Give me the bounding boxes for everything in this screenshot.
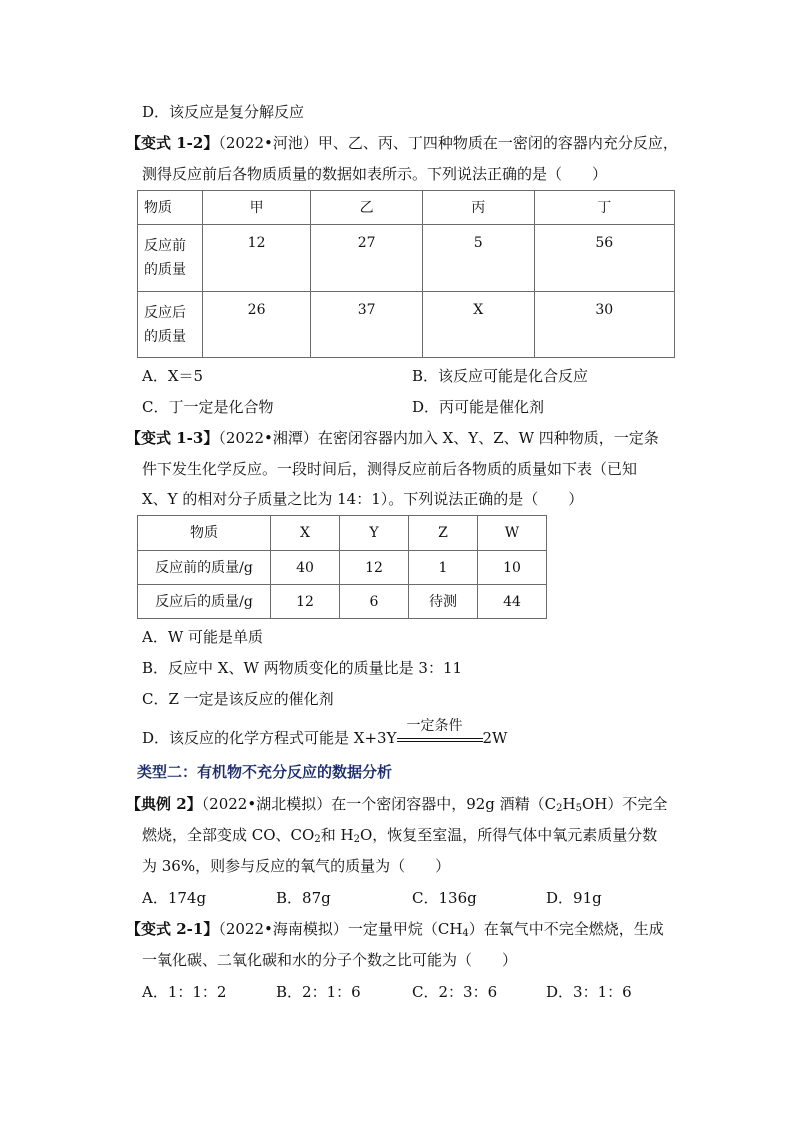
option-d: D．91g [546,889,602,907]
option-c: C．丁一定是化合物 [142,398,274,416]
option-a: A．174g [142,889,207,907]
table-cell: 1 [409,551,478,585]
table-cell: 12 [271,585,340,619]
question-1-3-line3: X、Y 的相对分子质量之比为 14：1）。下列说法正确的是（ ） [142,490,584,508]
table-cell: 27 [311,225,423,292]
table-cell: 26 [202,292,311,358]
table-cell: 10 [478,551,547,585]
question-1-2-line2: 测得反应前后各物质质量的数据如表所示。下列说法正确的是（ ） [142,165,608,183]
option-d: D．3：1：6 [546,983,632,1001]
table-row-label: 反应前 的质量 [138,225,203,292]
question-tag: 【典例 2】 [126,795,202,813]
option-c: C．2：3：6 [412,983,498,1001]
option-d-prev: D．该反应是复分解反应 [142,103,305,121]
option-c: C．Z 一定是该反应的催化剂 [142,690,334,708]
table-row-label: 反应后的质量/g [138,585,271,619]
table-header-row [138,516,547,551]
example-2-line2: 燃烧，全部变成 CO、$CO_2$和 $H_2O$，恢复至室温，所得气体中氧元素质量分数 [142,826,658,845]
table-cell: 物质 [138,516,271,551]
question-1-3-line2: 件下发生化学反应。一段时间后，测得反应前后各物质的质量如下表（已知 [142,460,638,478]
question-tag: 【变式 2-1】 [126,920,219,938]
question-2-1-line2: 一氧化碳、二氧化碳和水的分子个数之比可能为（ ） [142,951,518,969]
question-text: （2022•湘潭）在密闭容器内加入 X、Y、Z、W 四种物质，一定条 [218,429,659,447]
table-cell: X [422,292,534,358]
table-cell: 丁 [534,191,674,225]
question-tag: 【变式 1-3】 [126,429,219,447]
option-d-product: 2W [482,729,508,747]
option-c: C．136g [412,889,477,907]
table-row [138,585,547,619]
question-1-2-line1 [126,132,678,154]
table-cell: 12 [202,225,311,292]
table-1-3 [137,515,547,619]
option-b: B．该反应可能是化合反应 [412,367,589,385]
table-cell: 5 [422,225,534,292]
question-2-1-line1: 【变式 2-1】（2022•海南模拟）一定量甲烷$(CH_4)$在氧气中不完全燃烧，生成 [126,920,664,939]
option-a: A．1：1：2 [142,983,227,1001]
table-cell: 待测 [409,585,478,619]
example-2-line3: 为 36%，则参与反应的氧气的质量为（ ） [142,857,451,875]
table-row-label: 反应前的质量/g [138,551,271,585]
option-d: D．丙可能是催化剂 [412,398,545,416]
section-heading: 类型二：有机物不充分反应的数据分析 [137,763,393,781]
reaction-condition-label: 一定条件 [406,718,463,734]
question-tag: 【变式 1-2】 [126,134,219,152]
option-d-text: D．该反应的化学方程式可能是 X+3Y [142,729,397,747]
option-b: B．反应中 X、W 两物质变化的质量比是 3：11 [142,659,463,677]
option-d [142,718,508,748]
question-1-3-line1 [126,427,659,449]
table-cell: 37 [311,292,423,358]
table-cell: 6 [340,585,409,619]
option-a: A．W 可能是单质 [142,628,264,646]
table-cell: Z [409,516,478,551]
option-b: B．2：1：6 [276,983,361,1001]
option-b: B．87g [276,889,331,907]
table-row [138,292,675,358]
table-cell: 乙 [311,191,423,225]
table-1-2 [137,190,675,358]
table-cell: 56 [534,225,674,292]
table-row-label: 反应后 的质量 [138,292,203,358]
table-row [138,551,547,585]
table-header-row [138,191,675,225]
table-cell: 12 [340,551,409,585]
table-cell: 物质 [138,191,203,225]
table-cell: 甲 [202,191,311,225]
example-2-line1: 【典例 2】（2022•湖北模拟）在一个密闭容器中，92g 酒精$(C_2H_5OH)$不完全 [126,795,668,814]
question-text: （2022•河池）甲、乙、丙、丁四种物质在一密闭的容器内充分反应， [218,134,678,152]
table-cell: X [271,516,340,551]
option-a: A．X＝5 [142,367,204,385]
table-cell: W [478,516,547,551]
table-cell: Y [340,516,409,551]
table-cell: 44 [478,585,547,619]
reaction-condition-arrow [397,718,483,743]
table-cell: 丙 [422,191,534,225]
table-cell: 30 [534,292,674,358]
table-cell: 40 [271,551,340,585]
table-row [138,225,675,292]
